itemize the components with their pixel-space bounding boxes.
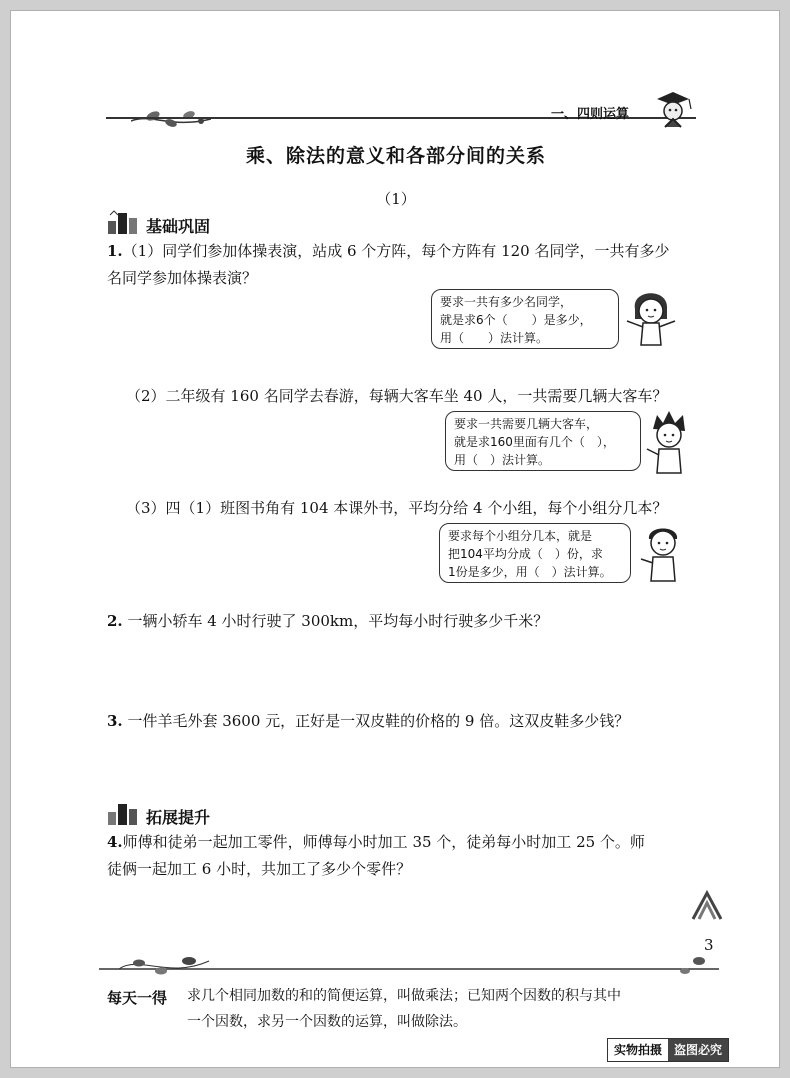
question-2-text: 一辆小轿车 4 小时行驶了 300km，平均每小时行驶多少千米？ <box>127 612 549 630</box>
daily-tip-label: 每天一得 <box>107 989 168 1007</box>
question-1-part3: （3）四（1）班图书角有 104 本课外书，平均分给 4 个小组，每个小组分几本？ <box>126 499 668 517</box>
section-title-basic: 基础巩固 <box>146 217 211 236</box>
section-title-extension: 拓展提升 <box>146 808 211 827</box>
copyright-stamp <box>607 1038 729 1062</box>
boy-character-icon <box>633 517 695 583</box>
lesson-subtitle: （1） <box>376 190 416 208</box>
hint-bubble-1: 要求一共有多少名同学， 就是求6个（ ）是多少， 用（ ）法计算。 <box>431 289 619 349</box>
girl-character-icon <box>621 283 683 349</box>
hint-bubble-3: 要求每个小组分几本，就是 把104平均分成（ ）份，求 1份是多少，用（ ）法计算。 <box>439 523 631 583</box>
question-4 <box>107 829 645 883</box>
chapter-label: 一、四则运算 <box>551 107 630 122</box>
question-2 <box>107 608 548 635</box>
question-number: 2. <box>107 612 123 630</box>
question-1-part2: （2）二年级有 160 名同学去春游，每辆大客车坐 40 人，一共需要几辆大客车？ <box>126 387 668 405</box>
hint-bubble-2: 要求一共需要几辆大客车， 就是求160里面有几个（ ）， 用（ ）法计算。 <box>445 411 641 471</box>
footer-vine-icon <box>99 949 719 979</box>
question-3 <box>107 708 629 735</box>
extension-section-icon <box>106 800 142 826</box>
stamp-right: 盗图必究 <box>668 1039 728 1061</box>
basic-section-icon <box>106 209 142 235</box>
daily-tip-line-1: 求几个相同加数的和的简便运算，叫做乘法；已知两个因数的积与其中 <box>187 988 621 1004</box>
stamp-left: 实物拍摄 <box>614 1043 663 1057</box>
question-4-line1: 师傅和徒弟一起加工零件，师傅每小时加工 35 个，徒弟每小时加工 25 个。师 <box>122 833 645 851</box>
vine-ornament-icon <box>131 107 211 131</box>
corner-pattern-icon <box>687 887 727 923</box>
question-number: 4. <box>107 833 123 851</box>
page-number: 3 <box>704 936 714 954</box>
question-1-part1-line1: （1）同学们参加体操表演，站成 6 个方阵，每个方阵有 120 名同学，一共有多少 <box>122 242 670 260</box>
question-number: 1. <box>107 242 123 260</box>
question-3-text: 一件羊毛外套 3600 元，正好是一双皮鞋的价格的 9 倍。这双皮鞋多少钱？ <box>127 712 630 730</box>
graduate-mascot-icon <box>651 89 695 129</box>
worksheet-page <box>10 10 780 1068</box>
question-1 <box>107 238 669 292</box>
daily-tip-line-2: 一个因数，求另一个因数的运算，叫做除法。 <box>187 1014 467 1030</box>
question-number: 3. <box>107 712 123 730</box>
boy-character-icon <box>639 409 701 475</box>
question-4-line2: 徒俩一起加工 6 小时，共加工了多少个零件？ <box>107 860 412 878</box>
lesson-title: 乘、除法的意义和各部分间的关系 <box>245 145 546 167</box>
question-1-part1-line2: 名同学参加体操表演？ <box>107 269 258 287</box>
